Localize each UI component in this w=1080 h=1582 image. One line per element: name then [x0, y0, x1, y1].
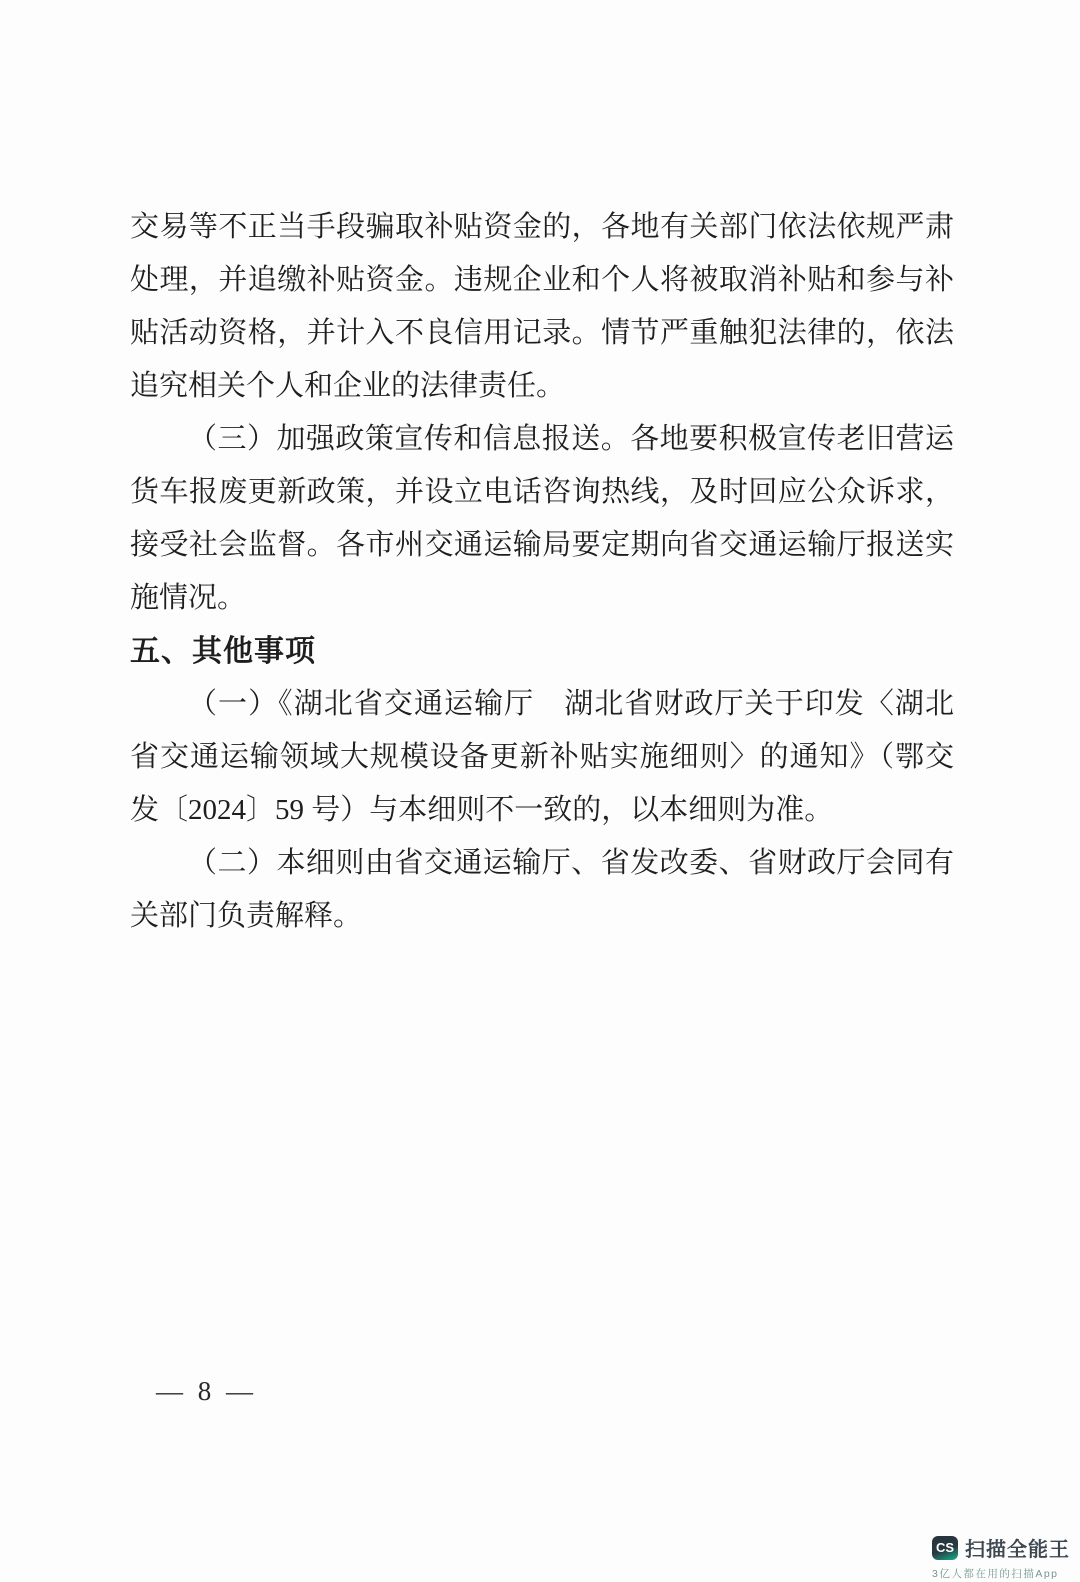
section-heading-other-matters: 五、其他事项	[130, 635, 316, 668]
camscanner-icon-letters: CS	[935, 1540, 955, 1555]
watermark-app-name: 扫描全能王	[965, 1539, 1070, 1561]
paragraph-item-two: （二）本细则由省交通运输厅、省发改委、省财政厅会同有关部门负责解释。	[130, 847, 954, 932]
page-number: — 8 —	[156, 1376, 257, 1406]
paragraph-item-three: （三）加强政策宣传和信息报送。各地要积极宣传老旧营运货车报废更新政策，并设立电话咨询热线，及时回应公众诉求，接受社会监督。各市州交通运输局要定期向省交通运输厅报送实施情况。	[130, 423, 954, 614]
watermark-tagline: 3亿人都在用的扫描App	[932, 1568, 1059, 1580]
paragraph-item-one: （一）《湖北省交通运输厅 湖北省财政厅关于印发〈湖北省交通运输领域大规模设备更新补贴实施细则〉的通知》（鄂交发〔2024〕59 号）与本细则不一致的，以本细则为准。	[130, 688, 954, 826]
watermark-row	[932, 1533, 1074, 1562]
paragraph-penalty-continuation: 交易等不正当手段骗取补贴资金的，各地有关部门依法依规严肃处理，并追缴补贴资金。违规企业和个人将被取消补贴和参与补贴活动资格，并计入不良信用记录。情节严重触犯法律的，依法追究相关个人和企业的法律责任。	[130, 211, 954, 402]
document-body	[130, 201, 954, 943]
camscanner-logo-icon	[932, 1536, 958, 1560]
camscanner-watermark	[932, 1533, 1074, 1581]
